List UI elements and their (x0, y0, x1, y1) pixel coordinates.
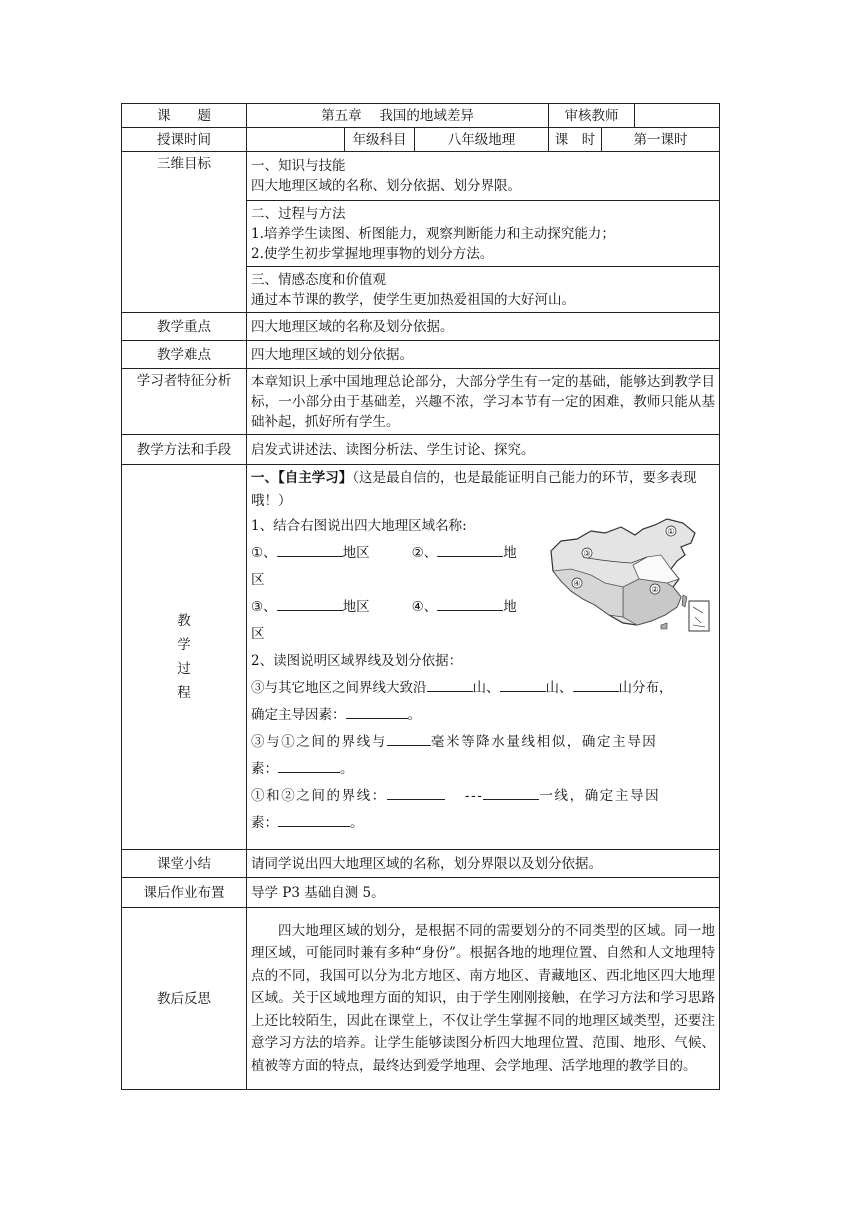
blank-boundary-2 (483, 785, 539, 800)
methods-text: 启发式讲述法、读图分析法、学生讨论、探究。 (247, 435, 720, 465)
reflection-label: 教后反思 (122, 908, 247, 1090)
goal-process (247, 201, 720, 267)
blank-mountain-1 (427, 677, 473, 692)
map-label-3: ③ (583, 549, 591, 558)
blank-region-4 (437, 596, 503, 611)
blank-mountain-2 (500, 677, 546, 692)
reflection-paragraph: 四大地理区域的划分，是根据不同的需要划分的不同类型的区域。同一地理区域，可能同时兼有多种“身份”。根据各地的地理位置、自然和人文地理特点的不同，我国可以分为北方地区、南方地区、青藏地区、西北地区四大地理区域。关于区域地理方面的知识，由于学生刚刚接触，在学习方法和学习思路上还比较陌生，因此在课堂上，不仅让学生掌握不同的地理区域类型，还要注意学习方法的培养。让学生能够读图分析四大地理位置、范围、地形、气候、植被等方面的特点，最终达到爱学地理、会学地理、活学地理的教学目的。 (251, 922, 715, 1074)
process-intro (251, 467, 715, 513)
process-label-char-4: 程 (177, 685, 191, 701)
statement-3: ①和②之间的界线： --- 一线，确定主导因 (251, 783, 715, 810)
process-label-char-1: 教 (177, 613, 191, 629)
row-key-point (122, 313, 720, 341)
learner-label: 学习者特征分析 (122, 369, 247, 435)
time-value (247, 128, 345, 152)
blank-factor-1 (346, 704, 408, 719)
statement-3-factor: 素： 。 (251, 810, 715, 837)
reflection-text (247, 908, 720, 1090)
goal-knowledge (247, 152, 720, 201)
time-label: 授课时间 (122, 128, 247, 152)
row-goal-1 (122, 152, 720, 201)
subject-value: 第五章 我国的地域差异 (247, 104, 549, 128)
process-intro-rest: （这是最自信的，也是最能证明自己能力的环节，要多表现哦！） (251, 470, 697, 509)
map-label-4: ④ (573, 579, 581, 588)
period-label: 课 时 (549, 128, 602, 152)
row-time (122, 128, 720, 152)
blank-boundary-1 (387, 785, 445, 800)
map-label-2: ② (651, 585, 659, 594)
goals-label: 三维目标 (122, 152, 247, 313)
difficulty-label: 教学难点 (122, 341, 247, 369)
process-label-char-3: 过 (177, 661, 191, 677)
answer-row-2: ③、 地区 ④、 地 (251, 594, 715, 621)
lesson-plan-table (121, 103, 720, 1090)
row-summary (122, 850, 720, 878)
blank-factor-3 (278, 812, 350, 827)
taiwan-island (682, 595, 687, 607)
goal-process-text-1: 1.培养学生读图、析图能力，观察判断能力和主动探究能力； (251, 225, 615, 242)
statement-1: ③与其它地区之间界线大致沿 山、 山、 山分布， (251, 675, 715, 702)
row-homework (122, 878, 720, 908)
blank-mountain-3 (573, 677, 619, 692)
answer-row-1: ①、 地区 ②、 地 (251, 540, 715, 567)
reviewer-label: 审核教师 (549, 104, 635, 128)
question-1: 1、结合右图说出四大地理区域名称: (251, 518, 467, 534)
learner-text: 本章知识上承中国地理总论部分，大部分学生有一定的基础，能够达到教学目标，一小部分由于基础差，兴趣不浓，学习本节有一定的困难，教师只能从基础补起，抓好所有学生。 (247, 369, 720, 435)
row-difficulty (122, 341, 720, 369)
goal-process-title: 二、过程与方法 (251, 205, 346, 222)
homework-text: 导学 P3 基础自测 5。 (247, 878, 720, 908)
china-regions-map (543, 517, 715, 635)
period-value: 第一课时 (602, 128, 720, 152)
process-intro-bold: 一、【自主学习】 (251, 470, 353, 486)
blank-region-3 (277, 596, 343, 611)
difficulty-text: 四大地理区域的划分依据。 (247, 341, 720, 369)
statement-2-factor: 素： 。 (251, 756, 715, 783)
answer-row-2-wrap: 区 (251, 626, 265, 642)
statement-2: ③与①之间的界线与 毫米等降水量线相似，确定主导因 (251, 729, 715, 756)
grade-value: 八年级地理 (415, 128, 549, 152)
row-reflection (122, 908, 720, 1090)
goal-attitude-text: 通过本节课的教学，使学生更加热爱祖国的大好河山。 (251, 291, 575, 308)
blank-region-1 (277, 542, 343, 557)
row-methods (122, 435, 720, 465)
blank-factor-2 (278, 758, 340, 773)
map-svg (543, 517, 715, 635)
summary-text: 请同学说出四大地理区域的名称，划分界限以及划分依据。 (247, 850, 720, 878)
south-sea-inset (689, 601, 709, 631)
answer-row-1-wrap: 区 (251, 572, 265, 588)
process-label-char-2: 学 (177, 637, 191, 653)
homework-label: 课后作业布置 (122, 878, 247, 908)
goal-knowledge-text: 四大地理区域的名称、划分依据、划分界限。 (251, 178, 521, 194)
summary-label: 课堂小结 (122, 850, 247, 878)
reviewer-value (635, 104, 720, 128)
grade-label: 年级科目 (345, 128, 415, 152)
process-content (247, 465, 720, 850)
blank-precipitation (387, 731, 431, 746)
methods-label: 教学方法和手段 (122, 435, 247, 465)
process-label-chars (126, 609, 242, 705)
goal-process-text-2: 2.使学生初步掌握地理事物的划分方法。 (251, 245, 494, 262)
subject-label: 课 题 (122, 104, 247, 128)
statement-1-factor: 确定主导因素： 。 (251, 702, 715, 729)
row-learner (122, 369, 720, 435)
map-label-1: ① (667, 527, 675, 536)
key-point-text: 四大地理区域的名称及划分依据。 (247, 313, 720, 341)
blank-region-2 (437, 542, 503, 557)
row-process (122, 465, 720, 850)
key-point-label: 教学重点 (122, 313, 247, 341)
goal-attitude-title: 三、情感态度和价值观 (251, 271, 386, 288)
goal-attitude (247, 267, 720, 313)
question-2: 2、读图说明区域界线及划分依据： (251, 653, 463, 669)
hainan-island (661, 623, 667, 629)
goal-knowledge-title: 一、知识与技能 (251, 158, 346, 174)
process-label (122, 465, 247, 850)
row-subject (122, 104, 720, 128)
